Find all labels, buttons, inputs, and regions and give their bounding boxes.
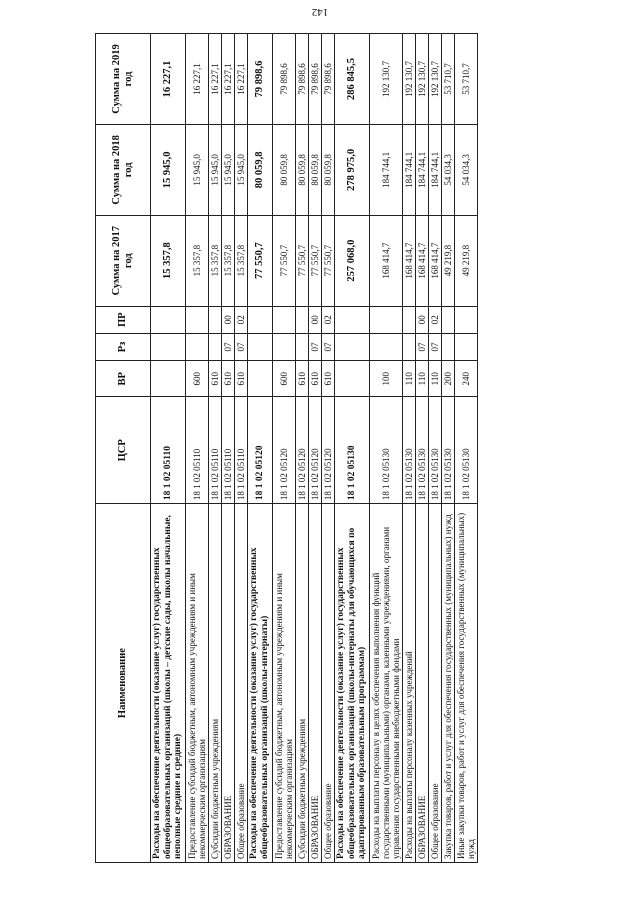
cell-vr: 610 (295, 361, 308, 397)
cell-name: ОБРАЗОВАНИЕ (222, 504, 235, 863)
cell-2019: 79 898,6 (308, 34, 321, 125)
table-row (455, 34, 478, 863)
cell-csr: 18 1 02 05130 (455, 397, 478, 504)
cell-2018: 80 059,8 (295, 124, 308, 215)
cell-2017: 77 550,7 (295, 215, 308, 306)
header-2018: Сумма на 2018 год (96, 124, 151, 215)
cell-2017: 49 219,8 (455, 215, 478, 306)
cell-2019: 286 845,5 (334, 34, 369, 125)
cell-2019: 53 710,7 (442, 34, 455, 125)
cell-2019: 79 898,6 (272, 34, 295, 125)
cell-2019: 192 130,7 (416, 34, 429, 125)
cell-rz (334, 333, 369, 360)
cell-csr: 18 1 02 05110 (185, 397, 208, 504)
cell-vr: 610 (222, 361, 235, 397)
table-row (185, 34, 208, 863)
table-row (272, 34, 295, 863)
table-row (442, 34, 455, 863)
cell-pr: 02 (321, 306, 334, 333)
cell-2018: 15 945,0 (209, 124, 222, 215)
cell-pr (403, 306, 416, 333)
cell-name: Общее образование (321, 504, 334, 863)
cell-csr: 18 1 02 05130 (369, 397, 402, 504)
cell-name: Предоставление субсидий бюджетным, автономным учреждениям и иным некоммерческим организациям (185, 504, 208, 863)
cell-csr: 18 1 02 05130 (334, 397, 369, 504)
cell-vr (248, 361, 272, 397)
cell-2017: 168 414,7 (416, 215, 429, 306)
cell-2019: 16 227,1 (209, 34, 222, 125)
cell-name: Закупка товаров, работ и услуг для обеспечения государственных (муниципальных) нужд (442, 504, 455, 863)
cell-2018: 15 945,0 (222, 124, 235, 215)
cell-name: Расходы на выплаты персоналу в целях обеспечения выполнения функций государственными (муниципальными) органами, казенными учреждениями, органами управления государственными внебюджетными фондами (369, 504, 402, 863)
cell-pr (248, 306, 272, 333)
cell-pr: 02 (235, 306, 248, 333)
cell-rz (151, 333, 186, 360)
rotated-table-wrapper (95, 33, 585, 863)
cell-rz (209, 333, 222, 360)
cell-vr: 240 (455, 361, 478, 397)
cell-2017: 15 357,8 (222, 215, 235, 306)
cell-name: Расходы на обеспечение деятельности (оказание услуг) государственных общеобразовательных организаций (школы-интернаты для обучающихся по адаптированным образовательным программам) (334, 504, 369, 863)
cell-name: Субсидии бюджетным учреждениям (209, 504, 222, 863)
table-row (321, 34, 334, 863)
cell-2018: 80 059,8 (321, 124, 334, 215)
cell-2017: 77 550,7 (248, 215, 272, 306)
cell-vr: 110 (403, 361, 416, 397)
cell-2017: 15 357,8 (235, 215, 248, 306)
cell-vr (334, 361, 369, 397)
cell-rz: 07 (235, 333, 248, 360)
table-row (334, 34, 369, 863)
cell-vr: 610 (235, 361, 248, 397)
cell-csr: 18 1 02 05120 (272, 397, 295, 504)
cell-2019: 192 130,7 (403, 34, 416, 125)
cell-vr: 610 (209, 361, 222, 397)
cell-2018: 15 945,0 (185, 124, 208, 215)
cell-2019: 79 898,6 (321, 34, 334, 125)
cell-2018: 80 059,8 (272, 124, 295, 215)
cell-pr (209, 306, 222, 333)
cell-2017: 15 357,8 (185, 215, 208, 306)
cell-name: Расходы на выплаты персоналу казенных учреждений (403, 504, 416, 863)
cell-2018: 184 744,1 (403, 124, 416, 215)
cell-rz (248, 333, 272, 360)
table-row (209, 34, 222, 863)
cell-2018: 15 945,0 (151, 124, 186, 215)
table-row (151, 34, 186, 863)
cell-pr: 00 (222, 306, 235, 333)
page-number: 142 (311, 6, 329, 18)
cell-2019: 16 227,1 (222, 34, 235, 125)
cell-rz (369, 333, 402, 360)
rotated-table-area (95, 33, 585, 863)
cell-2019: 16 227,1 (185, 34, 208, 125)
table-row (248, 34, 272, 863)
cell-csr: 18 1 02 05110 (151, 397, 186, 504)
table-row (369, 34, 402, 863)
cell-2017: 15 357,8 (209, 215, 222, 306)
table-row (222, 34, 235, 863)
cell-pr: 00 (308, 306, 321, 333)
table-row (429, 34, 442, 863)
header-vr: ВР (96, 361, 151, 397)
cell-rz (403, 333, 416, 360)
cell-pr (334, 306, 369, 333)
table-row (308, 34, 321, 863)
cell-2017: 168 414,7 (403, 215, 416, 306)
cell-2017: 15 357,8 (151, 215, 186, 306)
cell-pr (442, 306, 455, 333)
cell-pr (369, 306, 402, 333)
header-name: Наименование (96, 504, 151, 863)
cell-vr: 600 (272, 361, 295, 397)
cell-2018: 15 945,0 (235, 124, 248, 215)
cell-vr: 600 (185, 361, 208, 397)
cell-vr: 610 (321, 361, 334, 397)
table-row (295, 34, 308, 863)
cell-rz (295, 333, 308, 360)
table-header-row (96, 34, 151, 863)
table-row (403, 34, 416, 863)
cell-vr: 110 (416, 361, 429, 397)
cell-pr (455, 306, 478, 333)
cell-pr: 00 (416, 306, 429, 333)
cell-2018: 54 034,3 (455, 124, 478, 215)
cell-2018: 278 975,0 (334, 124, 369, 215)
header-2017: Сумма на 2017 год (96, 215, 151, 306)
cell-vr: 110 (429, 361, 442, 397)
cell-csr: 18 1 02 05130 (429, 397, 442, 504)
header-pr: ПР (96, 306, 151, 333)
budget-table (95, 33, 478, 863)
cell-csr: 18 1 02 05120 (321, 397, 334, 504)
cell-name: ОБРАЗОВАНИЕ (308, 504, 321, 863)
table-row (235, 34, 248, 863)
cell-csr: 18 1 02 05130 (403, 397, 416, 504)
cell-name: Общее образование (429, 504, 442, 863)
table-body (151, 34, 478, 863)
cell-2018: 184 744,1 (429, 124, 442, 215)
cell-name: Предоставление субсидий бюджетным, автономным учреждениям и иным некоммерческим организациям (272, 504, 295, 863)
cell-2017: 77 550,7 (321, 215, 334, 306)
cell-csr: 18 1 02 05110 (235, 397, 248, 504)
cell-vr: 610 (308, 361, 321, 397)
cell-rz: 07 (416, 333, 429, 360)
cell-csr: 18 1 02 05110 (209, 397, 222, 504)
cell-2017: 77 550,7 (308, 215, 321, 306)
cell-csr: 18 1 02 05120 (308, 397, 321, 504)
cell-name: Субсидии бюджетным учреждениям (295, 504, 308, 863)
cell-2017: 257 068,0 (334, 215, 369, 306)
cell-2019: 79 898,6 (248, 34, 272, 125)
cell-2019: 79 898,6 (295, 34, 308, 125)
cell-csr: 18 1 02 05130 (416, 397, 429, 504)
cell-name: ОБРАЗОВАНИЕ (416, 504, 429, 863)
cell-2019: 16 227,1 (151, 34, 186, 125)
cell-rz: 07 (429, 333, 442, 360)
cell-2019: 192 130,7 (429, 34, 442, 125)
cell-2019: 192 130,7 (369, 34, 402, 125)
cell-rz: 07 (321, 333, 334, 360)
header-csr: ЦСР (96, 397, 151, 504)
cell-vr: 100 (369, 361, 402, 397)
cell-pr (151, 306, 186, 333)
cell-name: Расходы на обеспечение деятельности (оказание услуг) государственных общеобразовательных организаций (школы-интернаты) (248, 504, 272, 863)
cell-2019: 16 227,1 (235, 34, 248, 125)
cell-2018: 80 059,8 (248, 124, 272, 215)
cell-pr (272, 306, 295, 333)
cell-name: Расходы на обеспечение деятельности (оказание услуг) государственных общеобразовательных организаций (школы – детские сады, школы начальные, неполные средние и средние) (151, 504, 186, 863)
cell-vr: 200 (442, 361, 455, 397)
cell-rz (185, 333, 208, 360)
cell-csr: 18 1 02 05130 (442, 397, 455, 504)
cell-name: Иные закупки товаров, работ и услуг для обеспечения государственных (муниципальных) нужд (455, 504, 478, 863)
cell-2018: 80 059,8 (308, 124, 321, 215)
cell-rz (455, 333, 478, 360)
cell-rz (272, 333, 295, 360)
cell-2019: 53 710,7 (455, 34, 478, 125)
cell-pr (295, 306, 308, 333)
cell-pr (185, 306, 208, 333)
cell-2017: 49 219,8 (442, 215, 455, 306)
cell-2017: 168 414,7 (369, 215, 402, 306)
cell-csr: 18 1 02 05110 (222, 397, 235, 504)
cell-2018: 184 744,1 (416, 124, 429, 215)
cell-rz (442, 333, 455, 360)
table-row (416, 34, 429, 863)
header-rz: Рз (96, 333, 151, 360)
cell-2017: 77 550,7 (272, 215, 295, 306)
cell-vr (151, 361, 186, 397)
cell-csr: 18 1 02 05120 (295, 397, 308, 504)
header-2019: Сумма на 2019 год (96, 34, 151, 125)
cell-name: Общее образование (235, 504, 248, 863)
cell-pr: 02 (429, 306, 442, 333)
cell-rz: 07 (222, 333, 235, 360)
cell-2017: 168 414,7 (429, 215, 442, 306)
cell-csr: 18 1 02 05120 (248, 397, 272, 504)
cell-2018: 54 034,3 (442, 124, 455, 215)
cell-2018: 184 744,1 (369, 124, 402, 215)
cell-rz: 07 (308, 333, 321, 360)
